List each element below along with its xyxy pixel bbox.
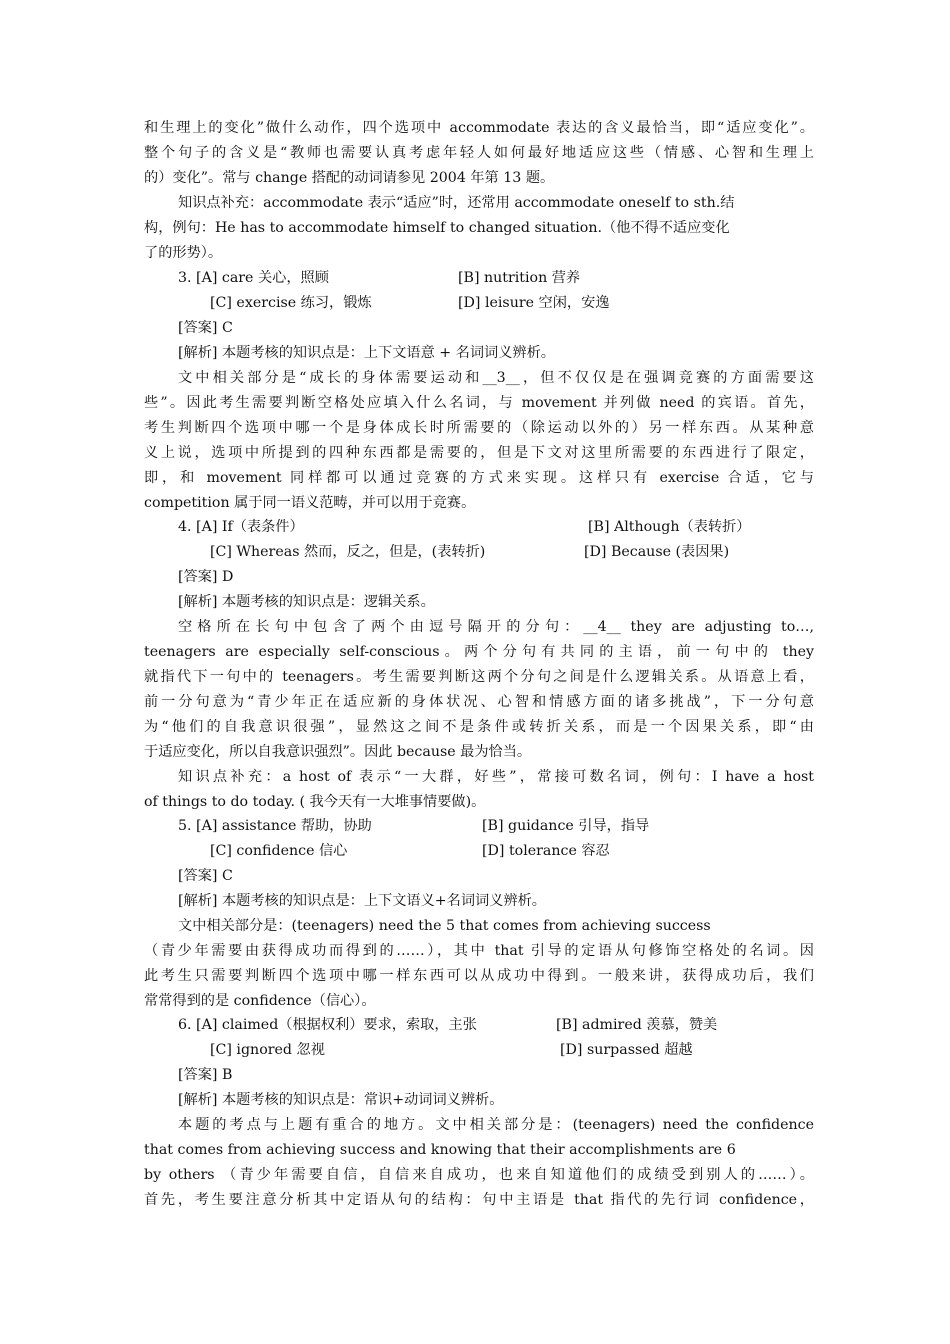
paragraph-line: 首先，考生要注意分析其中定语从句的结构：句中主语是 that 指代的先行词 confidence， (144, 1192, 814, 1208)
options-row-q3-2 (210, 291, 814, 315)
option-q6-a: 6. [A] claimed（根据权利）要求，索取，主张 (178, 1017, 477, 1033)
option-q3-c: [C] exercise 练习，锻炼 (210, 295, 372, 311)
paragraph-line: 本题的考点与上题有重合的地方。文中相关部分是：(teenagers) need the confidence (178, 1117, 814, 1133)
answer-q4: [答案] D (178, 569, 234, 585)
paragraph-line: 考生判断四个选项中哪一个是身体成长时所需要的（除运动以外的）另一样东西。从某种意 (144, 420, 814, 436)
analysis-q5: [解析] 本题考核的知识点是：上下文语义+名词词义辨析。 (178, 893, 546, 909)
paragraph-line: 整个句子的含义是“教师也需要认真考虑年轻人如何最好地适应这些（情感、心智和生理上 (144, 145, 814, 161)
option-q5-c: [C] confidence 信心 (210, 843, 348, 859)
option-q5-a: 5. [A] assistance 帮助，协助 (178, 818, 372, 834)
option-q4-c: [C] Whereas 然而，反之，但是，(表转折) (210, 544, 486, 560)
paragraph-line: 常常得到的是 confidence（信心）。 (144, 993, 376, 1009)
option-q5-b: [B] guidance 引导，指导 (482, 818, 650, 834)
answer-q5: [答案] C (178, 868, 233, 884)
paragraph-line: 文中相关部分是“成长的身体需要运动和__3__，但不仅仅是在强调竞赛的方面需要这 (178, 370, 814, 386)
paragraph-line: of things to do today. ( 我今天有一大堆事情要做)。 (144, 794, 486, 810)
analysis-q3: [解析] 本题考核的知识点是：上下文语意 + 名词词义辨析。 (178, 345, 555, 361)
option-q5-d: [D] tolerance 容忍 (482, 843, 610, 859)
options-row-q5-1 (178, 814, 814, 838)
paragraph-line: 就指代下一句中的 teenagers。考生需要判断这两个分句之间是什么逻辑关系。从语意上看， (144, 669, 814, 685)
paragraph-line: 即，和 movement 同样都可以通过竞赛的方式来实现。这样只有 exercise 合适，它与 (144, 470, 814, 486)
paragraph-line: by others （青少年需要自信，自信来自成功，也来自知道他们的成绩受到别人的……）。 (144, 1167, 814, 1183)
paragraph-line: 为“他们的自我意识很强”，显然这之间不是条件或转折关系，而是一个因果关系，即“由 (144, 719, 814, 735)
option-q3-b: [B] nutrition 营养 (458, 270, 581, 286)
analysis-q4: [解析] 本题考核的知识点是：逻辑关系。 (178, 594, 435, 610)
option-q3-d: [D] leisure 空闲，安逸 (458, 295, 610, 311)
paragraph-line: 构，例句：He has to accommodate himself to changed situation.（他不得不适应变化 (144, 220, 730, 236)
option-q4-d: [D] Because (表因果) (584, 544, 730, 560)
analysis-q6: [解析] 本题考核的知识点是：常识+动词词义辨析。 (178, 1092, 504, 1108)
options-row-q5-2 (210, 839, 814, 863)
option-q4-b: [B] Although（表转折） (588, 519, 751, 535)
paragraph-line: that comes from achieving success and knowing that their accomplishments are 6 (144, 1142, 736, 1158)
paragraph-line: competition 属于同一语义范畴，并可以用于竞赛。 (144, 495, 476, 511)
answer-q6: [答案] B (178, 1067, 233, 1083)
option-q6-c: [C] ignored 忽视 (210, 1042, 325, 1058)
options-row-q6-1 (178, 1013, 814, 1037)
knowledge-note-line: 知识点补充：accommodate 表示“适应”时，还常用 accommodate oneself to sth.结 (178, 195, 735, 211)
option-q4-a: 4. [A] If（表条件） (178, 519, 304, 535)
options-row-q6-2 (210, 1038, 814, 1062)
answer-q3: [答案] C (178, 320, 233, 336)
paragraph-line: 些”。因此考生需要判断空格处应填入什么名词，与 movement 并列做 need 的宾语。首先， (144, 395, 814, 411)
paragraph-line: 和生理上的变化”做什么动作，四个选项中 accommodate 表达的含义最恰当，即“适应变化”。 (144, 120, 814, 136)
paragraph-line: 前一分句意为“青少年正在适应新的身体状况、心智和情感方面的诸多挑战”，下一分句意 (144, 694, 814, 710)
paragraph-line: 于适应变化，所以自我意识强烈”。因此 because 最为恰当。 (144, 744, 532, 760)
option-q3-a: 3. [A] care 关心，照顾 (178, 270, 329, 286)
options-row-q4-1 (178, 515, 814, 539)
paragraph-line: 此考生只需要判断四个选项中哪一样东西可以从成功中得到。一般来讲，获得成功后，我们 (144, 968, 814, 984)
paragraph-line: 的）变化”。常与 change 搭配的动词请参见 2004 年第 13 题。 (144, 170, 555, 186)
paragraph-line: （青少年需要由获得成功而得到的……），其中 that 引导的定语从句修饰空格处的名词。因 (144, 943, 814, 959)
option-q6-b: [B] admired 羡慕，赞美 (556, 1017, 718, 1033)
paragraph-line: teenagers are especially self-conscious。两个分句有共同的主语，前一句中的 they (144, 644, 814, 660)
options-row-q4-2 (210, 540, 814, 564)
paragraph-line: 空格所在长句中包含了两个由逗号隔开的分句：__4__ they are adjusting to…, (178, 619, 814, 635)
paragraph-line: 义上说，选项中所提到的四种东西都是需要的，但是下文对这里所需要的东西进行了限定， (144, 445, 814, 461)
option-q6-d: [D] surpassed 超越 (560, 1042, 693, 1058)
paragraph-line: 文中相关部分是：(teenagers) need the 5 that comes from achieving success (178, 918, 711, 934)
options-row-q3-1 (178, 266, 814, 290)
knowledge-note-line: 知识点补充：a host of 表示“一大群，好些”，常接可数名词，例句：I have a host (178, 769, 814, 785)
paragraph-line: 了的形势）。 (144, 245, 223, 261)
